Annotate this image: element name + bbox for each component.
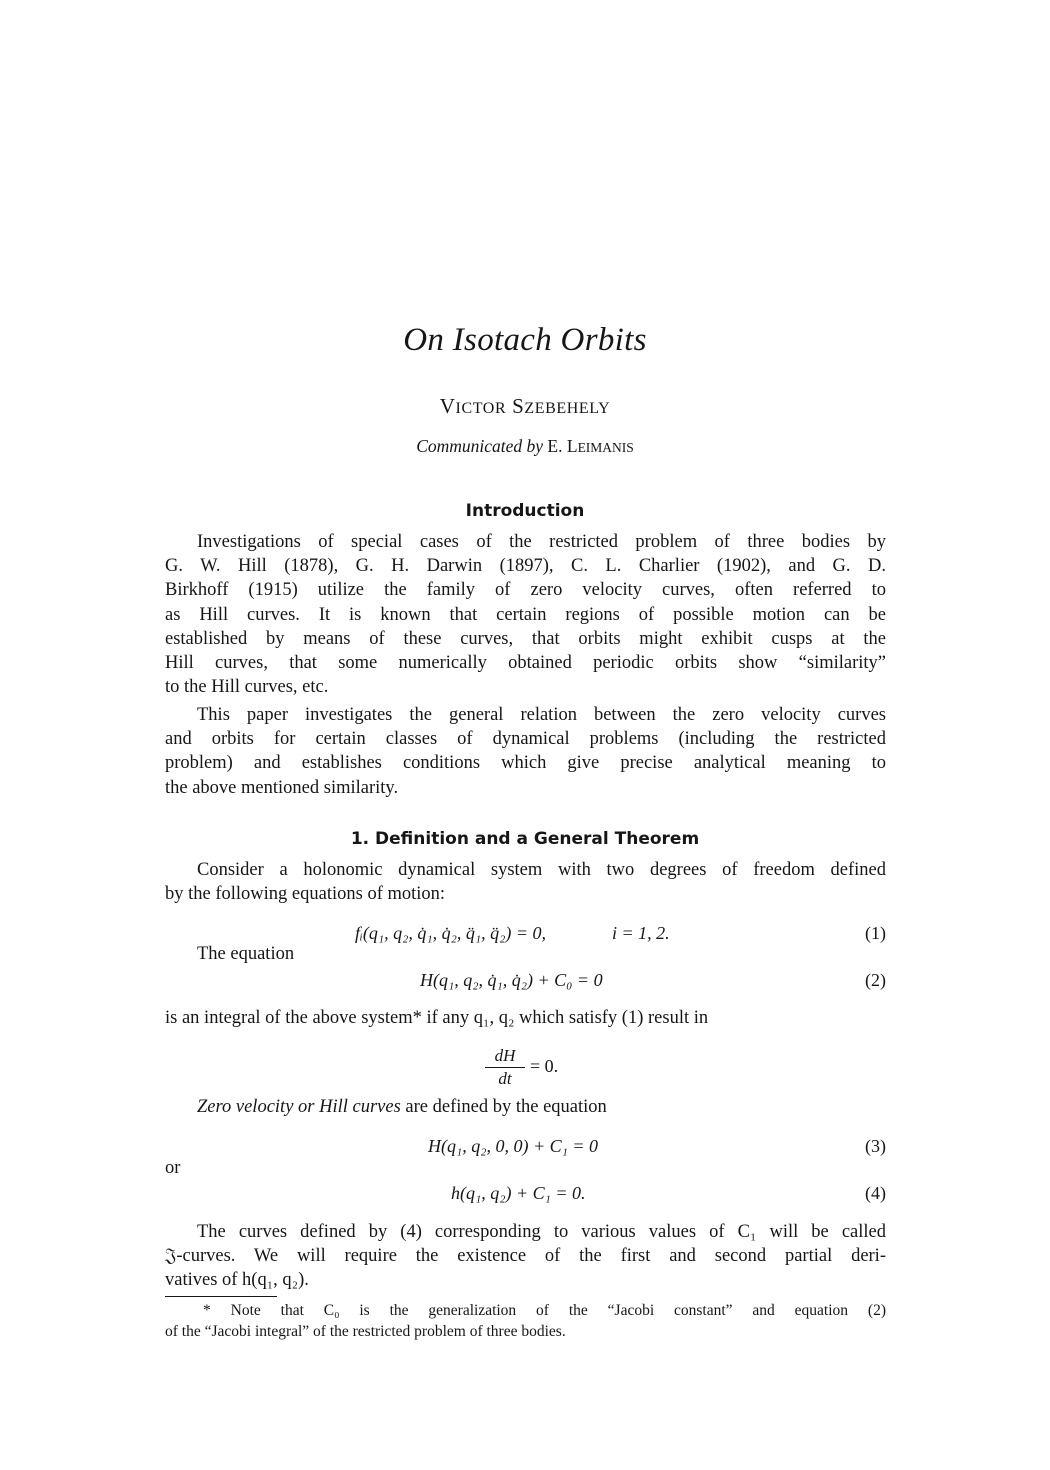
communicator-initial: E. L [547,436,578,456]
text-line: G. W. Hill (1878), G. H. Darwin (1897), C. L. Charlier (1902), and G. D. [165,556,886,577]
intro-paragraph-2 [165,703,886,800]
text-line: by the following equations of motion: [165,884,446,905]
text-line: and orbits for certain classes of dynamical problems (including the restricted [165,729,886,750]
text-line: Investigations of special cases of the restricted problem of three bodies by [197,532,886,552]
derivative-numerator: dH [485,1046,525,1068]
text-line: 𝔍-curves. We will require the existence of the first and second partial deri- [165,1246,886,1267]
equation-1-condition: i = 1, 2. [612,923,670,943]
text-line: Hill curves, that some numerically obtained periodic orbits show “similarity” [165,653,886,674]
integral-sentence: is an integral of the above system* if any q₁, q₂ which satisfy (1) result in [165,1008,709,1028]
footnote-rule [165,1296,277,1297]
text-line: problem) and establishes conditions which give precise analytical meaning to [165,753,886,774]
footnote-line: * Note that C₀ is the generalization of the “Jacobi constant” and equation (2) [203,1302,886,1319]
paper-title: On Isotach Orbits [403,322,647,358]
equation-4-number: (4) [865,1183,886,1203]
zero-velocity-term: Zero velocity or Hill curves [197,1097,401,1117]
communicated-prefix: Communicated by [416,436,544,456]
author-first-initial: V [439,394,456,418]
author-last-rest: ZEBEHELY [524,400,611,417]
introduction-heading: Introduction [465,501,585,521]
footnote-line: of the “Jacobi integral” of the restricted problem of three bodies. [165,1323,566,1340]
zero-velocity-rest: are defined by the equation [405,1097,607,1117]
section-1-paragraph-2 [165,1220,886,1293]
derivative-rhs: = 0. [530,1056,559,1076]
text-line: Consider a holonomic dynamical system with two degrees of freedom defined [197,860,886,880]
equation-2: H(q₁, q₂, q̇₁, q̇₂) + C₀ = 0 [420,970,603,990]
equation-1-number: (1) [865,923,886,943]
author-name [0,394,1050,419]
footnote [165,1300,886,1342]
equation-3-number: (3) [865,1136,886,1156]
section-1-paragraph-1 [165,858,886,906]
equation-3: H(q₁, q₂, 0, 0) + C₁ = 0 [428,1136,599,1156]
equation-1: fᵢ(q₁, q₂, q̇₁, q̇₂, q̈₁, q̈₂) = 0, [355,923,547,943]
the-equation-label: The equation [197,944,295,964]
equation-4: h(q₁, q₂) + C₁ = 0. [451,1183,586,1203]
author-first-rest: ICTOR [455,400,507,417]
text-line: the above mentioned similarity. [165,777,399,798]
intro-paragraph-1 [165,530,886,699]
communicator-rest: EIMANIS [577,440,634,455]
text-line: as Hill curves. It is known that certain regions of possible motion can be [165,604,886,625]
text-line: to the Hill curves, etc. [165,677,329,698]
text-line: established by means of these curves, that orbits might exhibit cusps at the [165,628,886,649]
derivative-fraction [485,1046,525,1089]
text-line: vatives of h(q₁, q₂). [165,1270,309,1291]
author-last-initial: S [512,394,525,418]
text-line: This paper investigates the general relation between the zero velocity curves [197,705,886,725]
derivative-denominator: dt [498,1069,512,1088]
equation-2-number: (2) [865,970,886,990]
communicated-by [0,436,1050,457]
text-line: The curves defined by (4) corresponding to various values of C₁ will be called [197,1222,886,1242]
text-line: Birkhoff (1915) utilize the family of zero velocity curves, often referred to [165,580,886,601]
section-1-heading: 1. Definition and a General Theorem [350,829,700,849]
or-label: or [165,1158,181,1178]
zero-velocity-sentence [197,1097,607,1118]
